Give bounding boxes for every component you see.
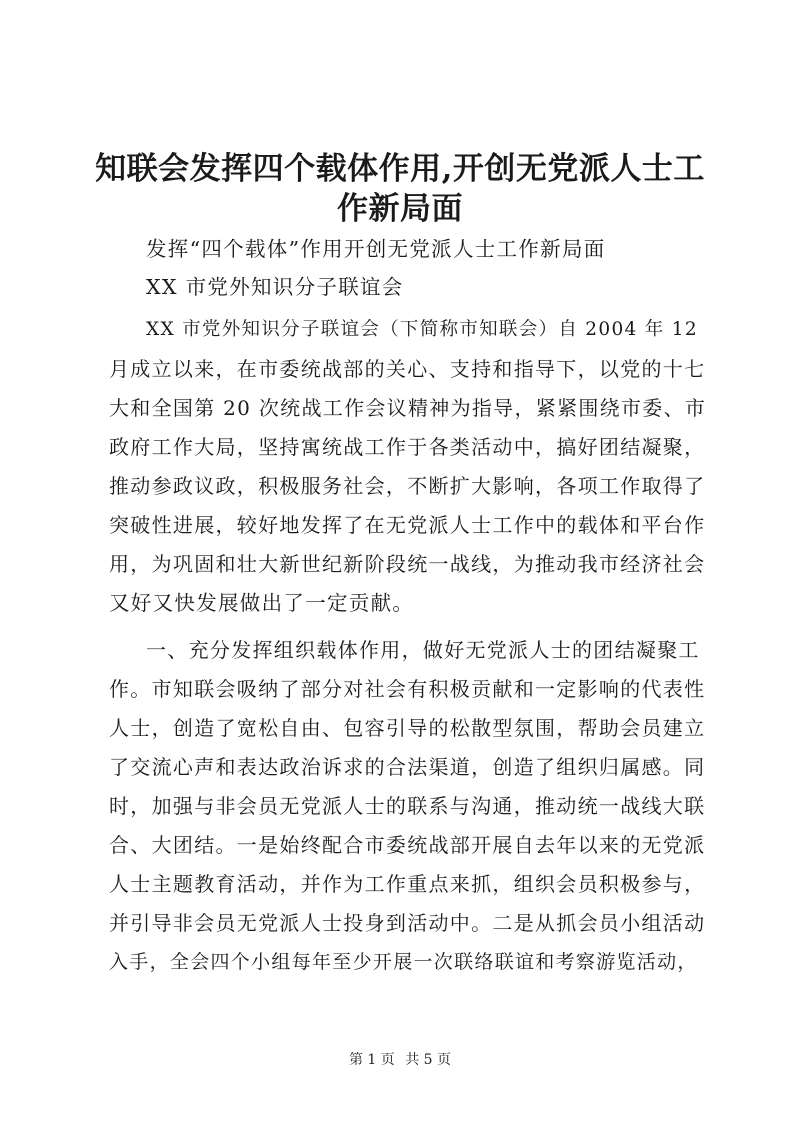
paragraph-2-line-1: 一、充分发挥组织载体作用，做好无党派人士的团结凝聚工 [146, 638, 700, 662]
paragraph-1-line-7: 用，为巩固和壮大新世纪新阶段统一战线，为推动我市经济社会 [109, 552, 706, 576]
paragraph-1-line-8: 又好又快发展做出了一定贡献。 [109, 591, 415, 615]
paragraph-2-line-7: 人士主题教育活动，并作为工作重点来抓，组织会员积极参与， [109, 872, 706, 896]
paragraph-2-line-6: 合、大团结。一是始终配合市委统战部开展自去年以来的无党派 [109, 833, 706, 857]
paragraph-2-line-4: 了交流心声和表达政治诉求的合法渠道，创造了组织归属感。同 [109, 755, 706, 779]
document-title-line-1: 知联会发挥四个载体作用,开创无党派人士工 [95, 151, 705, 187]
paragraph-2-line-9: 入手，全会四个小组每年至少开展一次联络联谊和考察游览活动， [109, 951, 698, 973]
paragraph-2-line-5: 时，加强与非会员无党派人士的联系与沟通，推动统一战线大联 [109, 794, 706, 818]
author: XX 市党外知识分子联谊会 [146, 275, 404, 299]
paragraph-1-line-2: 月成立以来，在市委统战部的关心、支持和指导下，以党的十七 [109, 357, 706, 381]
paragraph-2-line-3: 人士，创造了宽松自由、包容引导的松散型氛围，帮助会员建立 [109, 716, 706, 740]
page-total: 共 5 页 [405, 1052, 452, 1068]
paragraph-2-line-2: 作。市知联会吸纳了部分对社会有积极贡献和一定影响的代表性 [109, 677, 706, 701]
paragraph-1-line-1: XX 市党外知识分子联谊会（下简称市知联会）自 2004 年 12 [146, 319, 698, 340]
page-footer [0, 1049, 800, 1069]
subtitle: 发挥“四个载体”作用开创无党派人士工作新局面 [146, 237, 606, 261]
paragraph-1-line-5: 推动参政议政，积极服务社会，不断扩大影响，各项工作取得了 [109, 474, 706, 498]
document-title-line-2: 作新局面 [337, 191, 463, 227]
paragraph-1-line-4: 政府工作大局，坚持寓统战工作于各类活动中，搞好团结凝聚， [109, 435, 706, 459]
paragraph-1-line-6: 突破性进展，较好地发挥了在无党派人士工作中的载体和平台作 [109, 513, 706, 537]
paragraph-2-line-8: 并引导非会员无党派人士投身到活动中。二是从抓会员小组活动 [109, 911, 706, 935]
paragraph-1-line-3: 大和全国第 20 次统战工作会议精神为指导，紧紧围绕市委、市 [109, 396, 707, 420]
page-number: 第 1 页 [348, 1052, 395, 1068]
